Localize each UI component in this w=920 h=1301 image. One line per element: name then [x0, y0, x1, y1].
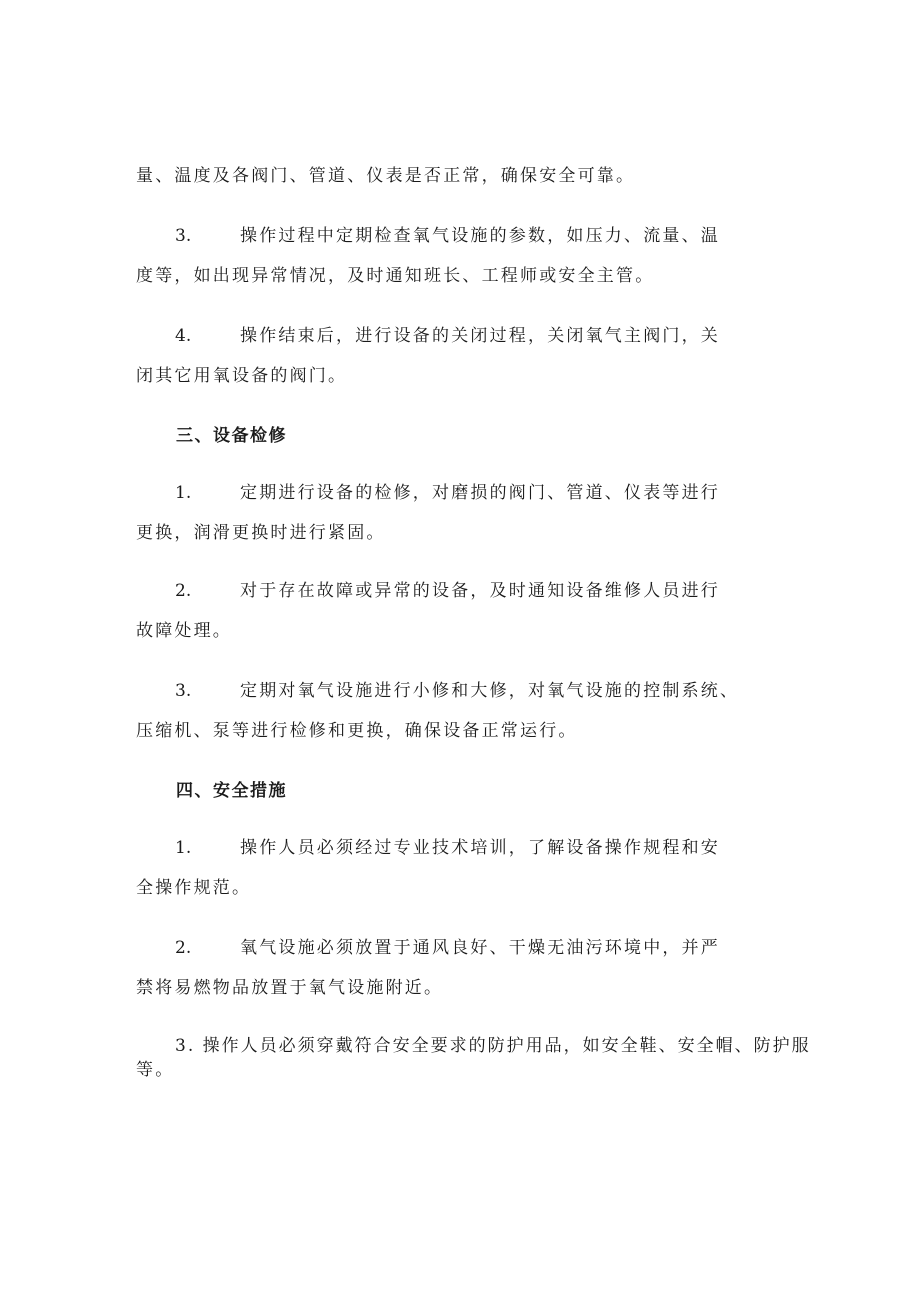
continuation-line: 量、温度及各阀门、管道、仪表是否正常，确保安全可靠。	[136, 166, 636, 186]
item-continuation-line: 故障处理。	[136, 621, 232, 641]
item-continuation-line: 禁将易燃物品放置于氧气设施附近。	[136, 978, 444, 998]
item-number: 3.	[175, 681, 192, 701]
item-first-line: 定期进行设备的检修，对磨损的阀门、管道、仪表等进行	[240, 483, 720, 503]
item-inline-line: 3. 操作人员必须穿戴符合安全要求的防护用品，如安全鞋、安全帽、防护服	[175, 1036, 811, 1056]
item-continuation-line: 全操作规范。	[136, 878, 252, 898]
item-continuation-line: 闭其它用氧设备的阀门。	[136, 366, 348, 386]
item-first-line: 氧气设施必须放置于通风良好、干燥无油污环境中，并严	[240, 938, 720, 958]
item-number: 4.	[175, 326, 192, 346]
item-first-line: 操作结束后，进行设备的关闭过程，关闭氧气主阀门，关	[240, 326, 720, 346]
item-continuation-line: 等。	[136, 1060, 175, 1080]
item-first-line: 定期对氧气设施进行小修和大修，对氧气设施的控制系统、	[240, 681, 740, 701]
item-first-line: 对于存在故障或异常的设备，及时通知设备维修人员进行	[240, 581, 720, 601]
item-continuation-line: 度等，如出现异常情况，及时通知班长、工程师或安全主管。	[136, 266, 655, 286]
section-heading-safety: 四、安全措施	[176, 781, 287, 801]
item-first-line: 操作人员必须经过专业技术培训，了解设备操作规程和安	[240, 838, 720, 858]
item-number: 3.	[175, 226, 192, 246]
item-number: 1.	[175, 838, 192, 858]
item-first-line: 操作过程中定期检查氧气设施的参数，如压力、流量、温	[240, 226, 720, 246]
item-continuation-line: 压缩机、泵等进行检修和更换，确保设备正常运行。	[136, 721, 578, 741]
item-number: 2.	[175, 938, 192, 958]
section-heading-maintenance: 三、设备检修	[176, 426, 287, 446]
item-number: 2.	[175, 581, 192, 601]
item-number: 1.	[175, 483, 192, 503]
item-continuation-line: 更换，润滑更换时进行紧固。	[136, 523, 386, 543]
